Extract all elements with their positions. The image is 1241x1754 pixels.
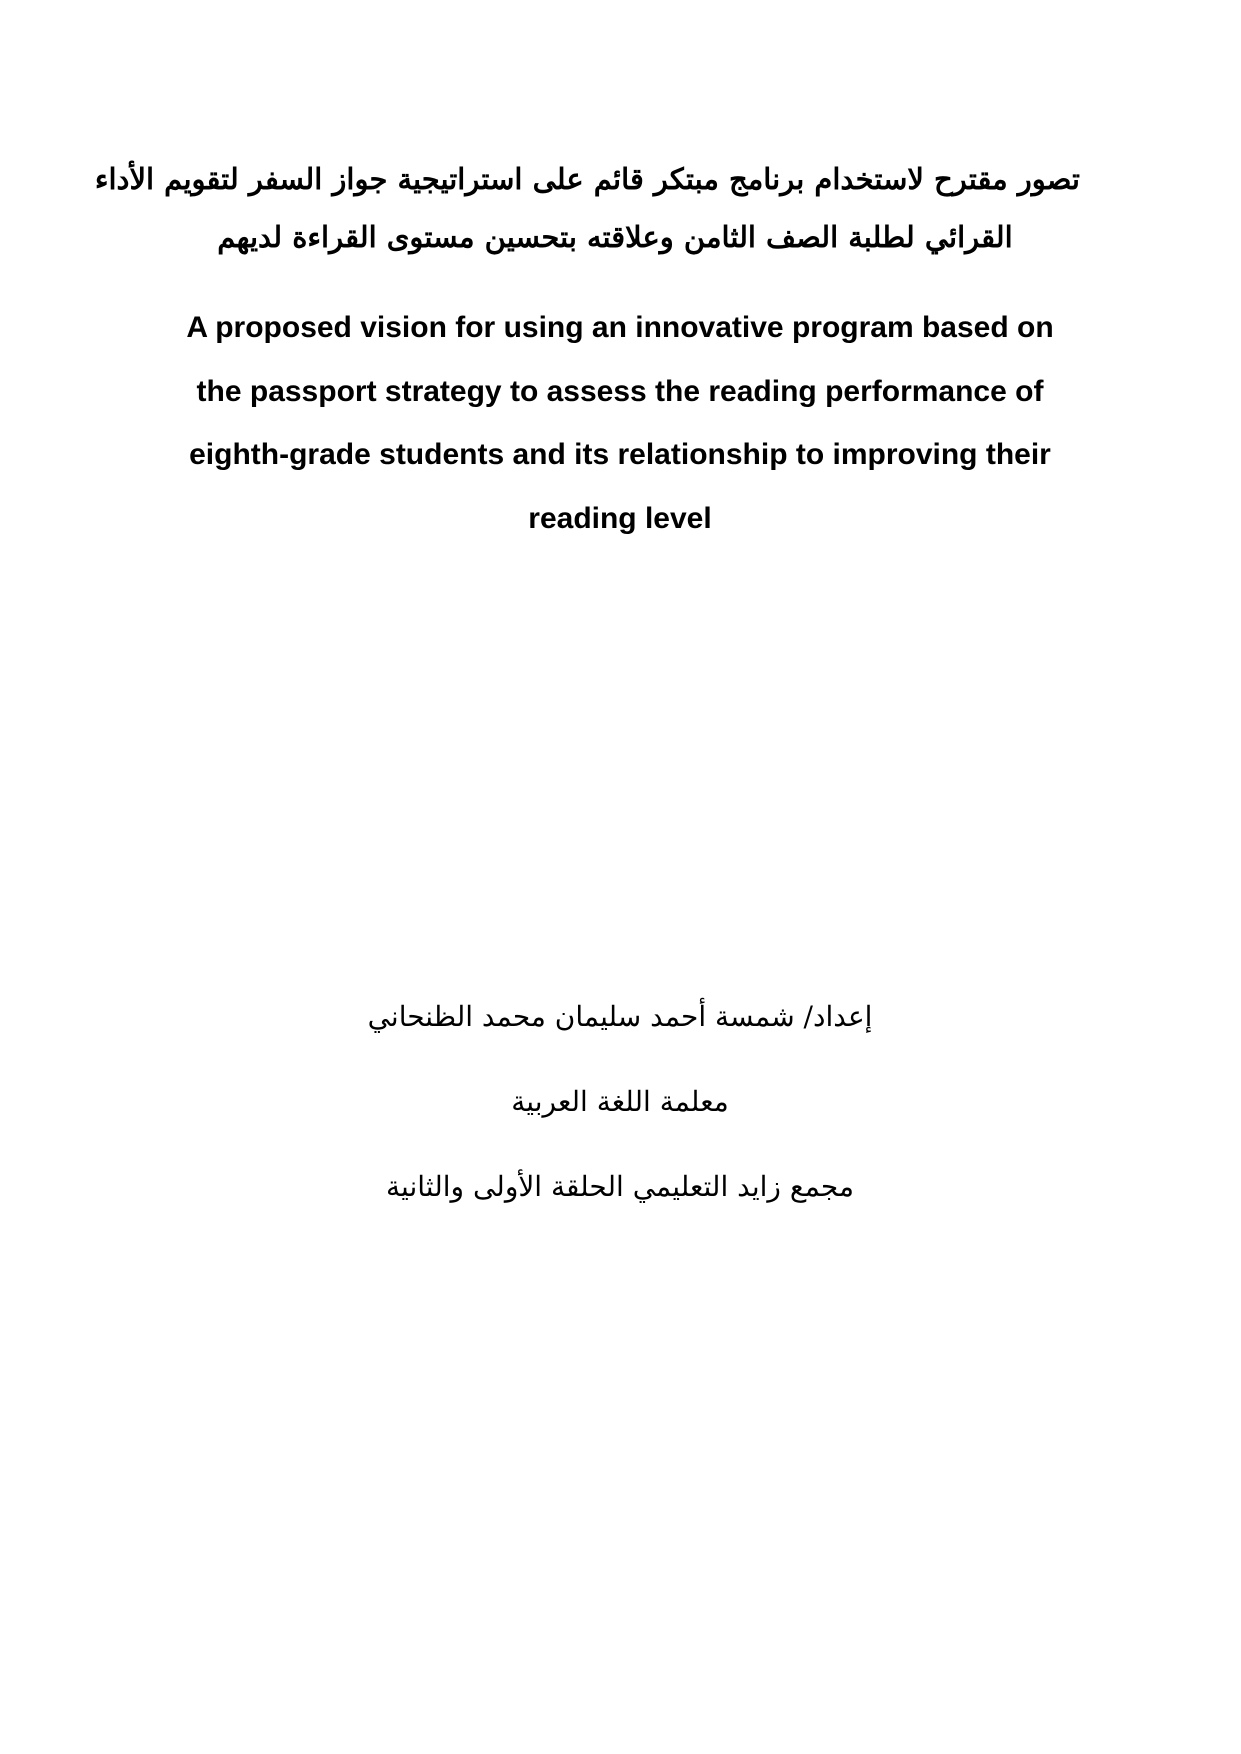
english-title [150,296,1090,550]
english-title-line-1: A proposed vision for using an innovative program based on [186,311,1054,344]
arabic-title-line-1: تصور مقترح لاستخدام برنامج مبتكر قائم على استراتيجية جواز السفر لتقويم الأداء [94,162,1080,196]
author-position: معلمة اللغة العربية [511,1085,729,1118]
author-name: إعداد/ شمسة أحمد سليمان محمد الظنحاني [367,1000,873,1033]
english-title-line-4: reading level [528,501,712,535]
arabic-title [94,150,1080,266]
english-title-line-3: eighth-grade students and its relationship to improving their [189,438,1051,471]
english-title-line-2: the passport strategy to assess the reading performance of [196,374,1044,408]
author-institution: مجمع زايد التعليمي الحلقة الأولى والثانية [385,1170,854,1203]
arabic-title-line-2: القرائي لطلبة الصف الثامن وعلاقته بتحسين مستوى القراءة لديهم [217,220,1013,254]
